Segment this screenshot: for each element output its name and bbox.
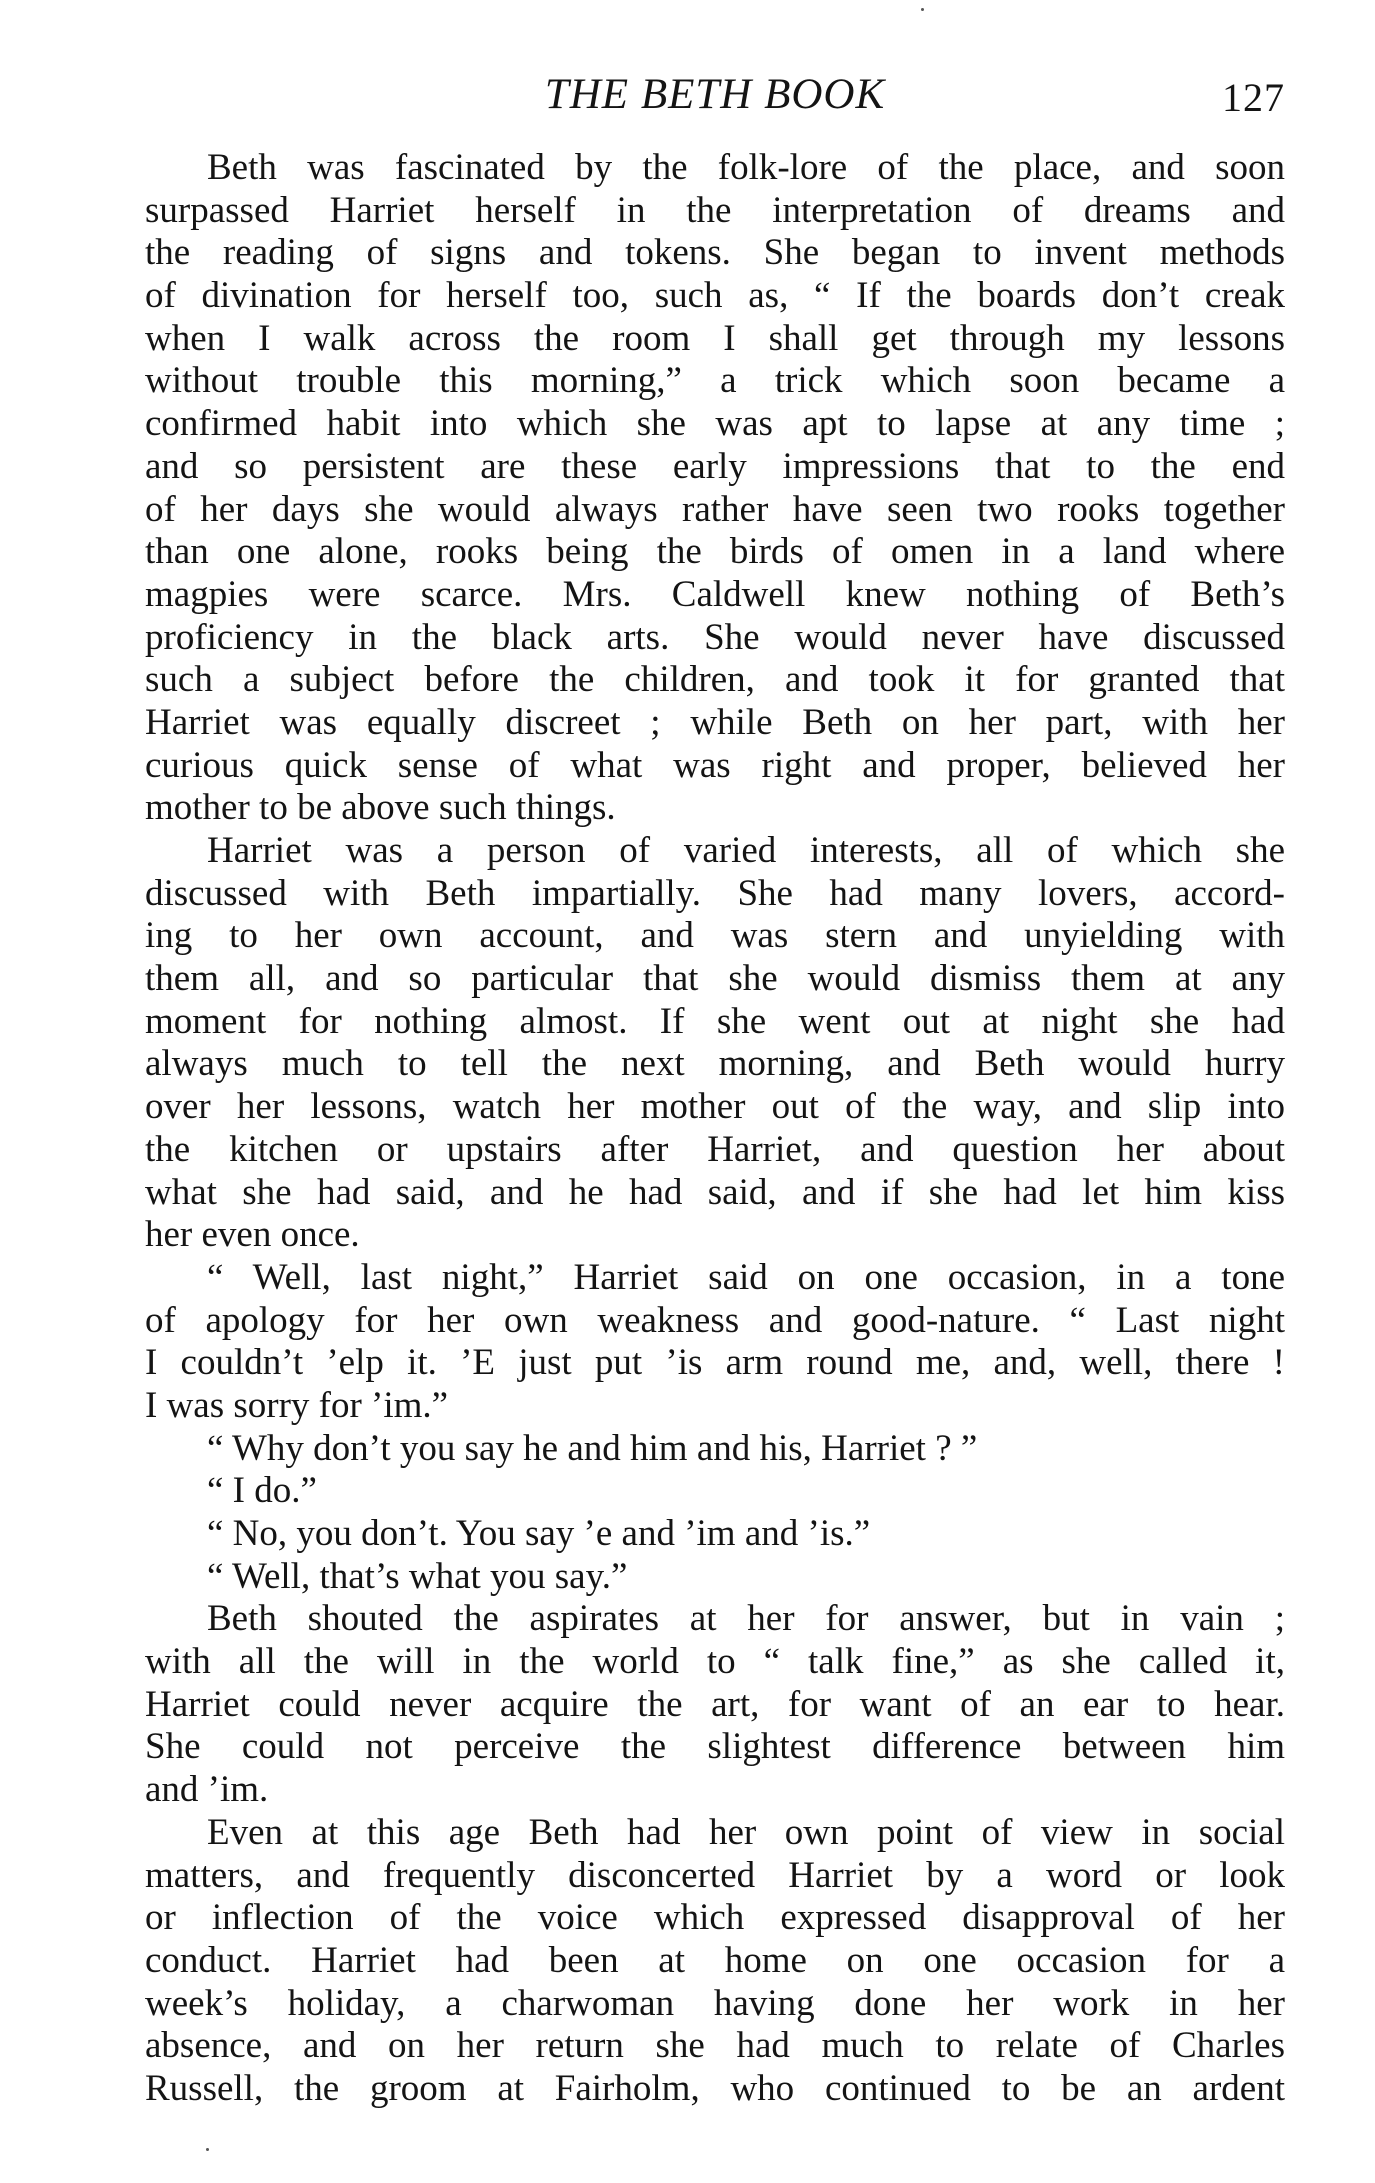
text-line: “ I do.”: [207, 1470, 317, 1512]
scan-speck: [206, 2148, 209, 2151]
text-line: when I walk across the room I shall get through my lessons: [145, 317, 1285, 359]
text-line: week’s holiday, a charwoman having done her work in her: [145, 1982, 1285, 2024]
text-line: Harriet was a person of varied interests, all of which she: [207, 830, 1285, 871]
text-line: “ Why don’t you say he and him and his, Harriet ? ”: [207, 1427, 978, 1469]
page-number: 127: [1222, 75, 1285, 120]
text-line: “ No, you don’t. You say ’e and ’im and ’is.”: [207, 1513, 871, 1554]
text-line: ing to her own account, and was stern and unyielding with: [145, 915, 1285, 957]
text-line: She could not perceive the slightest difference between him: [145, 1726, 1285, 1768]
text-line: Beth was fascinated by the folk-lore of the place, and soon: [207, 147, 1285, 188]
body-text: [145, 147, 1285, 2111]
text-line: her even once.: [145, 1214, 360, 1256]
text-line: of apology for her own weakness and good-nature. “ Last night: [145, 1299, 1285, 1341]
text-line: or inflection of the voice which expressed disapproval of her: [145, 1897, 1285, 1939]
text-line: Harriet was equally discreet ; while Beth on her part, with her: [145, 701, 1285, 743]
text-line: than one alone, rooks being the birds of omen in a land where: [145, 531, 1285, 573]
text-line: conduct. Harriet had been at home on one occasion for a: [145, 1939, 1285, 1981]
text-line: I couldn’t ’elp it. ’E just put ’is arm round me, and, well, there !: [145, 1342, 1285, 1384]
text-line: them all, and so particular that she would dismiss them at any: [145, 958, 1285, 1000]
text-line: absence, and on her return she had much to relate of Charles: [145, 2025, 1285, 2067]
scan-speck: [921, 8, 924, 11]
text-line: with all the will in the world to “ talk fine,” as she called it,: [145, 1641, 1285, 1683]
text-line: of her days she would always rather have seen two rooks together: [145, 488, 1285, 530]
text-line: curious quick sense of what was right and proper, believed her: [145, 744, 1285, 786]
text-line: surpassed Harriet herself in the interpretation of dreams and: [145, 189, 1285, 231]
text-line: Even at this age Beth had her own point of view in social: [207, 1811, 1285, 1853]
text-line: mother to be above such things.: [145, 787, 616, 829]
text-line: proficiency in the black arts. She would never have discussed: [145, 616, 1285, 658]
text-line: discussed with Beth impartially. She had many lovers, accord-: [145, 872, 1285, 914]
text-line: always much to tell the next morning, and Beth would hurry: [145, 1043, 1285, 1085]
text-line: and so persistent are these early impressions that to the end: [145, 445, 1285, 487]
text-line: the kitchen or upstairs after Harriet, and question her about: [145, 1128, 1285, 1170]
text-line: the reading of signs and tokens. She began to invent methods: [145, 232, 1285, 274]
text-line: “ Well, last night,” Harriet said on one occasion, in a tone: [207, 1256, 1285, 1298]
text-line: magpies were scarce. Mrs. Caldwell knew nothing of Beth’s: [145, 573, 1285, 615]
text-line: matters, and frequently disconcerted Harriet by a word or look: [145, 1854, 1285, 1896]
text-line: Beth shouted the aspirates at her for answer, but in vain ;: [207, 1598, 1285, 1640]
running-title: THE BETH BOOK: [544, 71, 886, 118]
text-line: without trouble this morning,” a trick which soon became a: [145, 360, 1285, 402]
text-line: over her lessons, watch her mother out of the way, and slip into: [145, 1086, 1285, 1128]
text-line: Russell, the groom at Fairholm, who continued to be an ardent: [145, 2067, 1285, 2109]
text-line: of divination for herself too, such as, “ If the boards don’t creak: [145, 275, 1285, 317]
text-line: “ Well, that’s what you say.”: [207, 1555, 628, 1597]
text-line: confirmed habit into which she was apt to lapse at any time ;: [145, 403, 1285, 445]
page-header: [145, 70, 1285, 130]
text-line: such a subject before the children, and took it for granted that: [145, 659, 1285, 701]
text-line: Harriet could never acquire the art, for want of an ear to hear.: [145, 1683, 1285, 1725]
text-line: moment for nothing almost. If she went out at night she had: [145, 1000, 1285, 1042]
text-line: and ’im.: [145, 1769, 269, 1811]
text-line: I was sorry for ’im.”: [145, 1384, 449, 1426]
text-line: what she had said, and he had said, and if she had let him kiss: [145, 1171, 1285, 1213]
